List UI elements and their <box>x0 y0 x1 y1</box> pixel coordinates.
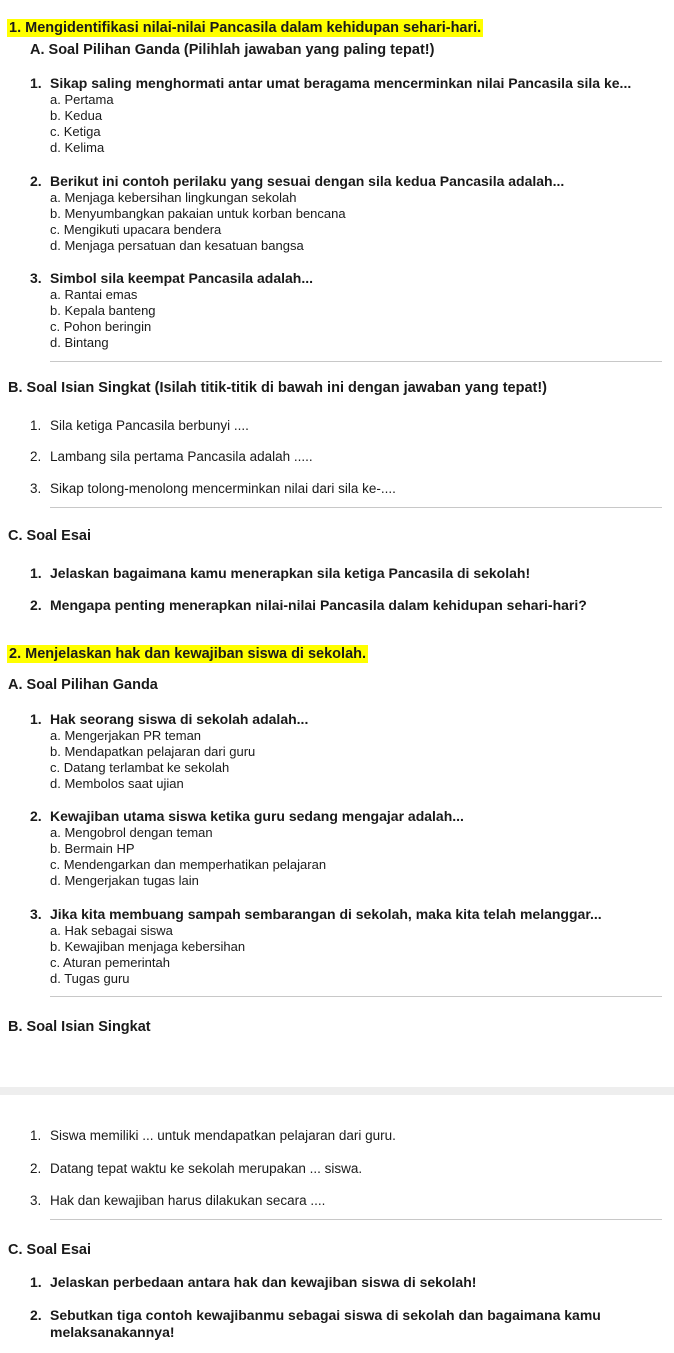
part1-a-q2-option-b: b. Menyumbangkan pakaian untuk korban bencana <box>50 206 346 221</box>
part2-section-c-title: C. Soal Esai <box>8 1242 92 1258</box>
part1-c-q2: 2. Mengapa penting menerapkan nilai-nilai Pancasila dalam kehidupan sehari-hari? <box>30 597 587 613</box>
part2-a-q3-option-d: d. Tugas guru <box>50 971 130 986</box>
part1-section-b-title: B. Soal Isian Singkat (Isilah titik-titik di bawah ini dengan jawaban yang tepat!) <box>8 380 547 396</box>
part2-a-q2-option-c: c. Mendengarkan dan memperhatikan pelajaran <box>50 857 327 872</box>
part1-c-q1: 1. Jelaskan bagaimana kamu menerapkan sila ketiga Pancasila di sekolah! <box>30 565 531 581</box>
part2-a-q1-option-c: c. Datang terlambat ke sekolah <box>50 760 230 775</box>
part1-a-q2: 2. Berikut ini contoh perilaku yang sesuai dengan sila kedua Pancasila adalah... <box>30 173 565 189</box>
part1-a-q3-option-b: b. Kepala banteng <box>50 303 156 318</box>
divider <box>50 361 662 362</box>
part2-heading: 2. Menjelaskan hak dan kewajiban siswa di sekolah. <box>9 646 367 662</box>
part2-a-q2-option-a: a. Mengobrol dengan teman <box>50 825 213 840</box>
part2-c-q2: 2. Sebutkan tiga contoh kewajibanmu sebagai siswa di sekolah dan bagaimana kamu <box>30 1307 601 1323</box>
part2-a-q1-option-b: b. Mendapatkan pelajaran dari guru <box>50 744 256 759</box>
part1-a-q3-option-a: a. Rantai emas <box>50 287 138 302</box>
part1-b-q3: 3. Sikap tolong-menolong mencerminkan nilai dari sila ke-.... <box>30 481 396 496</box>
part2-c-q1: 1. Jelaskan perbedaan antara hak dan kewajiban siswa di sekolah! <box>30 1274 477 1290</box>
part1-a-q1-option-b: b. Kedua <box>50 108 103 123</box>
part2-section-a-title: A. Soal Pilihan Ganda <box>8 677 158 693</box>
part2-a-q1-option-a: a. Mengerjakan PR teman <box>50 728 202 743</box>
part2-a-q3-option-c: c. Aturan pemerintah <box>50 955 170 970</box>
part1-a-q3-option-c: c. Pohon beringin <box>50 319 152 334</box>
part2-c-q2-continued: melaksanakannya! <box>50 1324 175 1340</box>
part2-a-q3-option-b: b. Kewajiban menjaga kebersihan <box>50 939 246 954</box>
part2-a-q3-option-a: a. Hak sebagai siswa <box>50 923 173 938</box>
part2-a-q3: 3. Jika kita membuang sampah sembarangan di sekolah, maka kita telah melanggar... <box>30 906 602 922</box>
part2-b-q3: 3. Hak dan kewajiban harus dilakukan secara .... <box>30 1193 326 1208</box>
part1-a-q2-option-d: d. Menjaga persatuan dan kesatuan bangsa <box>50 238 304 253</box>
part1-a-q2-option-c: c. Mengikuti upacara bendera <box>50 222 222 237</box>
part1-section-a-title: A. Soal Pilihan Ganda (Pilihlah jawaban yang paling tepat!) <box>30 42 435 58</box>
part1-a-q2-option-a: a. Menjaga kebersihan lingkungan sekolah <box>50 190 297 205</box>
part1-a-q3: 3. Simbol sila keempat Pancasila adalah... <box>30 270 314 286</box>
part2-b-q2: 2. Datang tepat waktu ke sekolah merupakan ... siswa. <box>30 1161 363 1176</box>
part1-a-q1: 1. Sikap saling menghormati antar umat beragama mencerminkan nilai Pancasila sila ke... <box>30 75 632 91</box>
part1-a-q1-option-d: d. Kelima <box>50 140 105 155</box>
divider <box>50 1219 662 1220</box>
part2-a-q2-option-b: b. Bermain HP <box>50 841 135 856</box>
part2-section-b-title: B. Soal Isian Singkat <box>8 1019 151 1035</box>
part2-a-q2: 2. Kewajiban utama siswa ketika guru sedang mengajar adalah... <box>30 808 464 824</box>
divider <box>50 996 662 997</box>
page-gap <box>0 1087 674 1095</box>
part1-section-c-title: C. Soal Esai <box>8 528 92 544</box>
part1-a-q1-option-a: a. Pertama <box>50 92 114 107</box>
part2-a-q1: 1. Hak seorang siswa di sekolah adalah... <box>30 711 309 727</box>
part2-a-q2-option-d: d. Mengerjakan tugas lain <box>50 873 199 888</box>
part2-a-q1-option-d: d. Membolos saat ujian <box>50 776 184 791</box>
part1-heading: 1. Mengidentifikasi nilai-nilai Pancasila dalam kehidupan sehari-hari. <box>9 20 482 36</box>
divider <box>50 507 662 508</box>
part1-a-q3-option-d: d. Bintang <box>50 335 109 350</box>
part1-b-q1: 1. Sila ketiga Pancasila berbunyi .... <box>30 418 249 433</box>
part2-b-q1: 1. Siswa memiliki ... untuk mendapatkan pelajaran dari guru. <box>30 1128 396 1143</box>
part1-a-q1-option-c: c. Ketiga <box>50 124 101 139</box>
part1-b-q2: 2. Lambang sila pertama Pancasila adalah ..... <box>30 449 313 464</box>
